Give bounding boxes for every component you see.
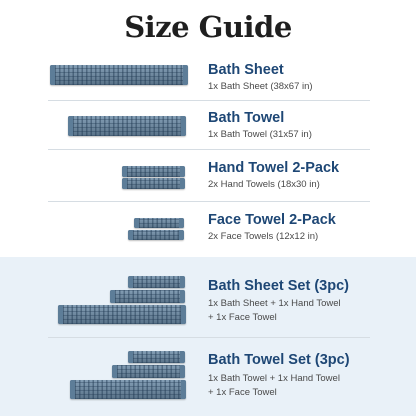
item-description: + 1x Face Towel (208, 312, 277, 323)
page-title: Size Guide (124, 10, 292, 44)
bath-sheet-towel-image (50, 65, 188, 85)
face-towel-towel-image (134, 218, 184, 228)
divider (48, 201, 370, 202)
hand-towel-towel-image (122, 166, 185, 177)
item-description: 1x Bath Sheet + 1x Hand Towel (208, 298, 341, 309)
item-name: Hand Towel 2-Pack (208, 160, 340, 176)
item-description: 2x Hand Towels (18x30 in) (208, 179, 320, 190)
item-description: 1x Bath Towel (31x57 in) (208, 129, 312, 140)
item-name: Bath Towel Set (3pc) (208, 352, 350, 368)
hand-towel-towel-image (122, 178, 185, 189)
divider (48, 149, 370, 150)
bath-towel-towel-image (70, 380, 186, 399)
item-name: Bath Towel (208, 110, 285, 126)
bath-towel-towel-image (68, 116, 186, 136)
item-description: 1x Bath Sheet (38x67 in) (208, 81, 313, 92)
face-towel-towel-image (128, 230, 184, 240)
item-description: + 1x Face Towel (208, 387, 277, 398)
item-description: 1x Bath Towel + 1x Hand Towel (208, 373, 340, 384)
face-towel-towel-image (128, 276, 185, 288)
hand-towel-towel-image (112, 365, 185, 378)
face-towel-towel-image (128, 351, 185, 363)
divider (48, 100, 370, 101)
divider (48, 337, 370, 338)
item-name: Bath Sheet Set (3pc) (208, 278, 349, 294)
bath-sheet-towel-image (58, 305, 186, 324)
item-name: Face Towel 2-Pack (208, 212, 336, 228)
hand-towel-towel-image (110, 290, 185, 303)
item-name: Bath Sheet (208, 62, 284, 78)
item-description: 2x Face Towels (12x12 in) (208, 231, 319, 242)
